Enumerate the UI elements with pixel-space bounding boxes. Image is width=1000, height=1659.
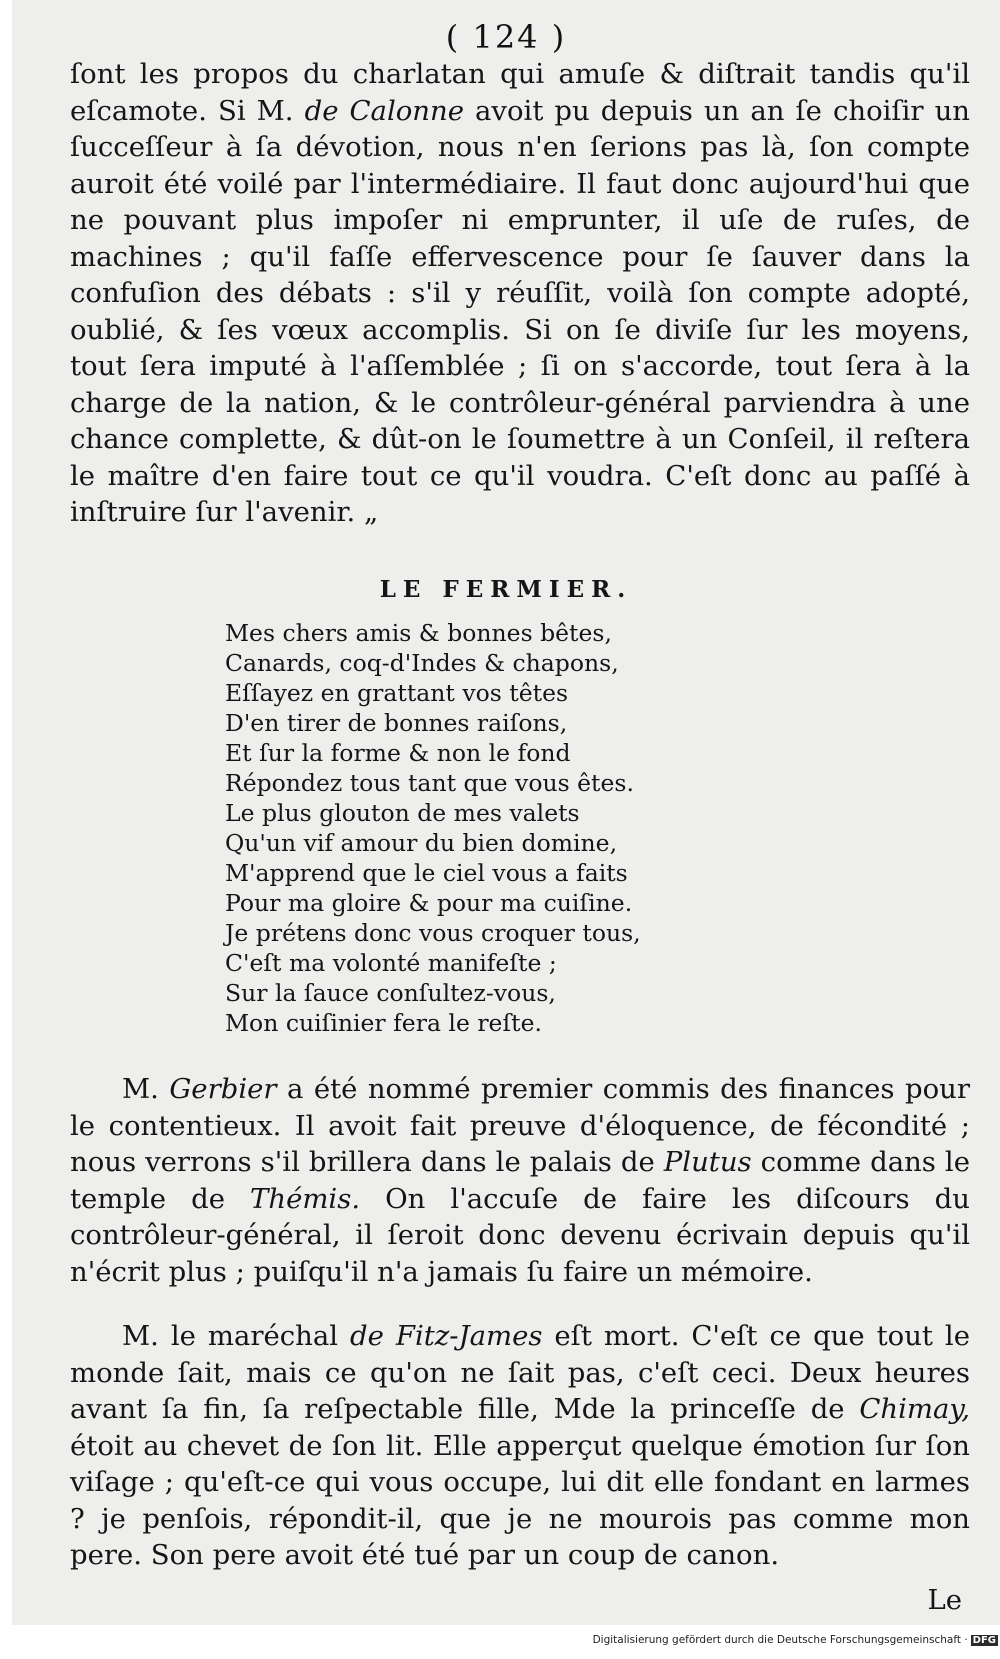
italic-name: Gerbier xyxy=(169,1073,277,1105)
book-page xyxy=(12,0,1000,1625)
poem-line: Pour ma gloire & pour ma cuiſine. xyxy=(225,889,633,917)
poem-heading: LE FERMIER. xyxy=(379,576,633,603)
poem-line: C'eſt ma volonté manifeſte ; xyxy=(225,949,557,977)
poem-line: Canards, coq-d'Indes & chapons, xyxy=(225,649,619,677)
top-paragraph-text xyxy=(70,56,970,531)
poem-line: Mon cuiſinier fera le reſte. xyxy=(225,1009,542,1037)
poem xyxy=(225,618,925,1038)
fitz-james-paragraph xyxy=(70,1318,970,1574)
text-run: avoit pu depuis un an ſe choiſir un ſucceſſeur à ſa dévotion, nous n'en ſerions pas là, ſon compte auroit été voilé par l'intermédiaire. Il faut donc aujourd'hui que ne pouvant plus impoſer ni emprunter, il uſe de ruſes, de machines ; qu'il faſſe effervescence pour ſe ſauver dans la confuſion des débats : s'il y réuſſit, voilà ſon compte adopté, oublié, & ſes vœux accomplis. Si on ſe diviſe ſur les moyens, tout ſera imputé à l'aſſemblée ; ſi on s'accorde, tout ſera à la charge de la nation, & le contrôleur-général parviendra à une chance complette, & dût-on le ſoumettre à un Conſeil, il reſtera le maître d'en faire tout ce qu'il voudra. C'eſt donc au paſſé à inſtruire ſur l'avenir. „ xyxy=(70,94,971,528)
text-run: M. le maréchal xyxy=(122,1320,351,1352)
italic-name: Thémis. xyxy=(250,1182,361,1215)
catchword: Le xyxy=(927,1584,962,1616)
text-run: M. xyxy=(122,1073,170,1105)
poem-line: Sur la ſauce conſultez-vous, xyxy=(225,979,556,1007)
gerbier-paragraph xyxy=(70,1071,970,1290)
poem-line: D'en tirer de bonnes raiſons, xyxy=(225,709,568,737)
poem-line: Mes chers amis & bonnes bêtes, xyxy=(225,619,612,647)
digitization-credit xyxy=(593,1634,998,1646)
italic-name: de Fitz-James xyxy=(350,1320,543,1352)
page-number: ( 124 ) xyxy=(445,18,567,56)
poem-line: Répondez tous tant que vous êtes. xyxy=(225,769,634,797)
poem-line: Je prétens donc vous croquer tous, xyxy=(225,919,641,947)
text-run: étoit au chevet de ſon lit. Elle apperçut quelque émotion ſur ſon viſage ; qu'eſt-ce qui vous occupe, lui dit elle fondant en larmes ? je penſois, répondit-il, que je ne mourois pas comme mon pere. Son pere avoit été tué par un coup de canon. xyxy=(70,1429,970,1571)
dfg-logo: DFG xyxy=(972,1635,996,1646)
poem-line: Qu'un vif amour du bien domine, xyxy=(225,829,618,857)
italic-name: de Calonne xyxy=(304,94,464,127)
text-run: ſont les propos du charlatan qui amuſe & diſtrait tandis qu'il eſcamote. Si M. xyxy=(70,58,970,127)
italic-name: Chimay, xyxy=(859,1393,970,1425)
top-paragraph xyxy=(70,56,970,531)
poem-line: Et ſur la forme & non le fond xyxy=(225,739,571,767)
credit-text: Digitalisierung gefördert durch die Deutsche Forschungsgemeinschaft · xyxy=(592,1634,968,1646)
poem-line: M'apprend que le ciel vous a faits xyxy=(225,859,628,887)
poem-line: Le plus glouton de mes valets xyxy=(225,799,580,827)
text-run: a été nommé premier commis des finances pour le contentieux. Il avoit fait preuve d'éloquence, de fécondité ; nous verrons s'il brillera dans le palais de xyxy=(70,1073,970,1178)
text-run: comme dans le temple de xyxy=(70,1146,970,1215)
italic-name: Plutus xyxy=(663,1146,752,1178)
text-run: eſt mort. C'eſt ce que tout le monde ſait, mais ce qu'on ne ſait pas, c'eſt ceci. Deux heures avant ſa fin, ſa reſpectable fille, Mde la princeſſe de xyxy=(70,1320,970,1425)
text-run: On l'accuſe de faire les diſcours du contrôleur-général, il ſeroit donc devenu écrivain depuis qu'il n'écrit plus ; puiſqu'il n'a jamais ſu faire un mémoire. xyxy=(70,1182,970,1288)
poem-line: Eſſayez en grattant vos têtes xyxy=(225,679,569,707)
